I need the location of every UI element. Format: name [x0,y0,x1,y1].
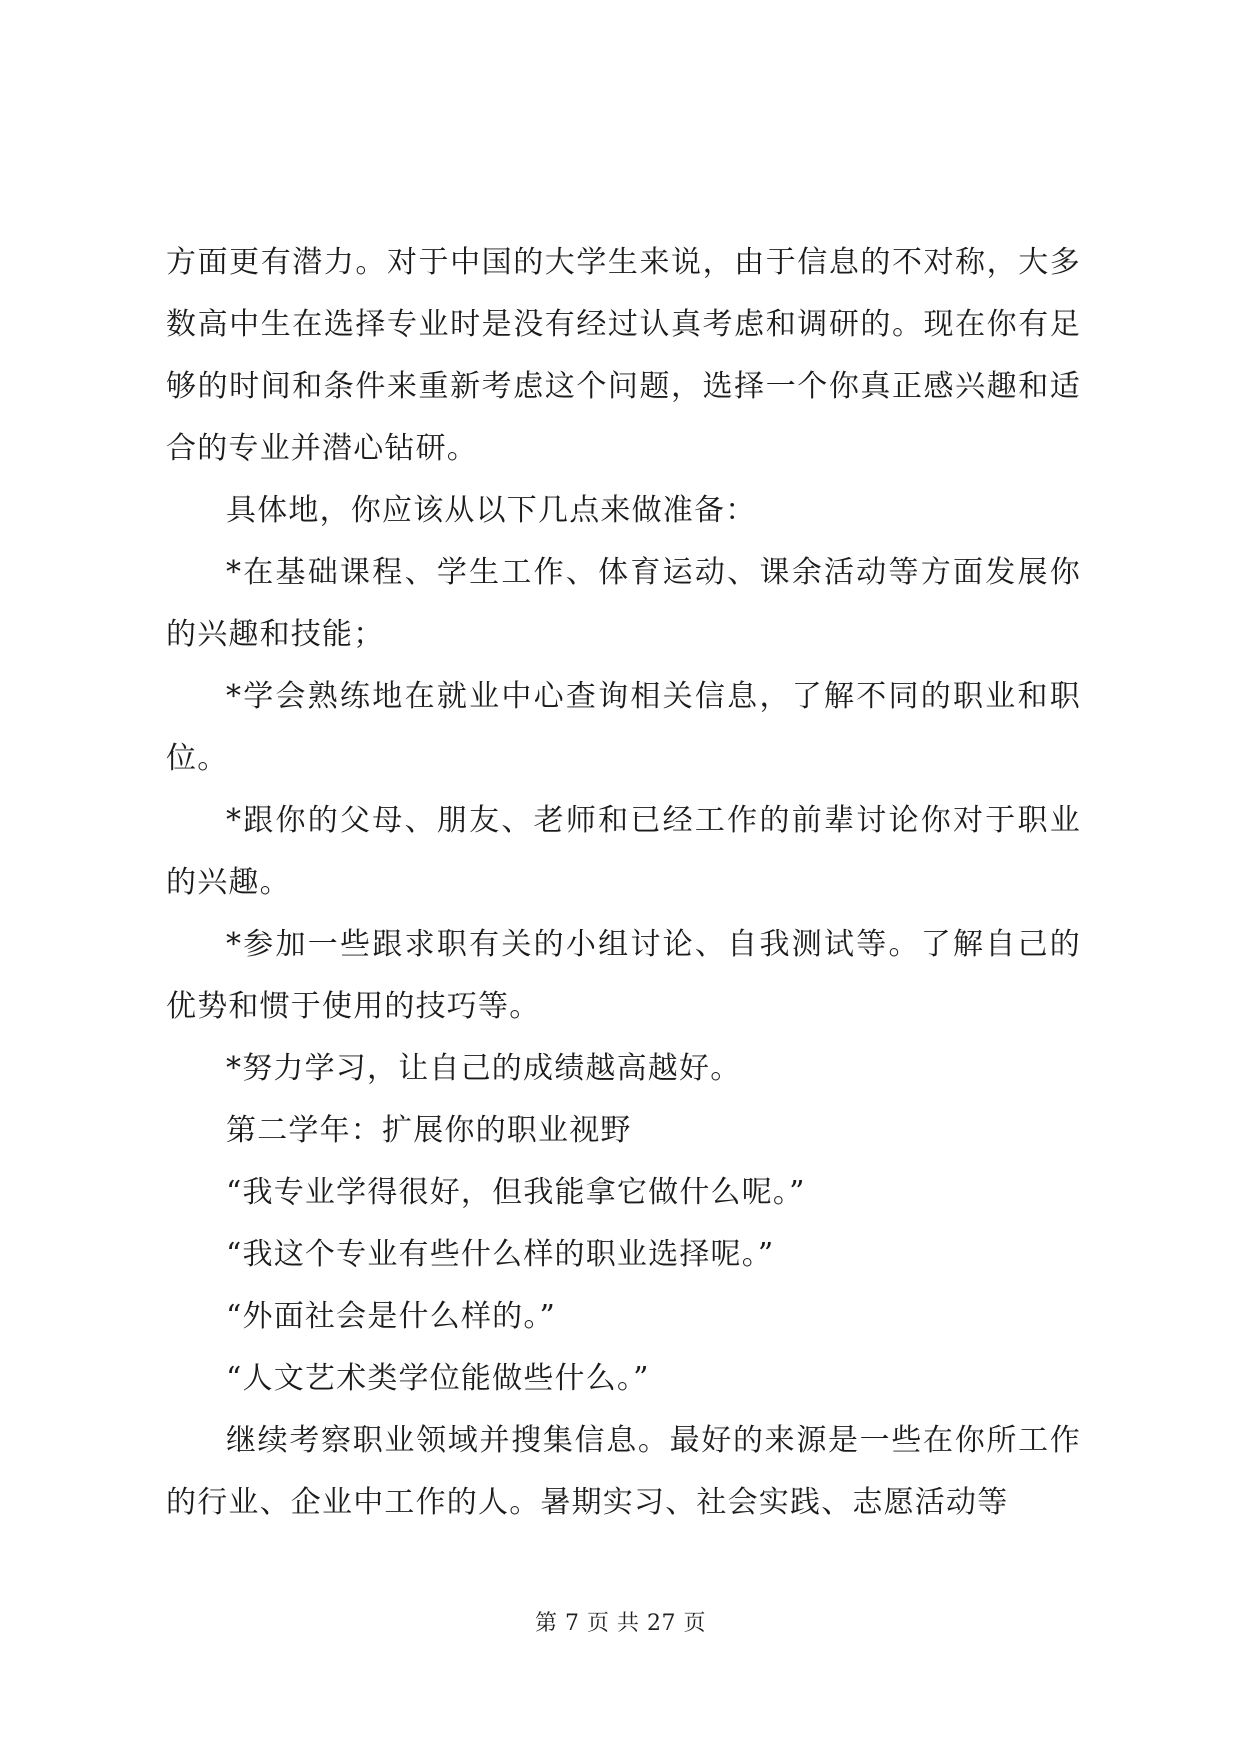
bullet-item: *在基础课程、学生工作、体育运动、课余活动等方面发展你的兴趣和技能； [166,555,1081,652]
bullet-item: *参加一些跟求职有关的小组讨论、自我测试等。了解自己的优势和惯于使用的技巧等。 [166,927,1081,1024]
paragraph-continuation: 方面更有潜力。对于中国的大学生来说，由于信息的不对称，大多数高中生在选择专业时是没有经过认真考虑和调研的。现在你有足够的时间和条件来重新考虑这个问题，选择一个你真正感兴趣和适合的专业并潜心钻研。 [166,245,1081,466]
quote-line: “外面社会是什么样的。” [226,1299,557,1334]
paragraph-body: 继续考察职业领域并搜集信息。最好的来源是一些在你所工作的行业、企业中工作的人。暑期实习、社会实践、志愿活动等 [166,1423,1081,1520]
bullet-item: *学会熟练地在就业中心查询相关信息，了解不同的职业和职位。 [166,679,1081,776]
bullet-item: *跟你的父母、朋友、老师和已经工作的前辈讨论你对于职业的兴趣。 [166,803,1081,900]
quote-line: “我这个专业有些什么样的职业选择呢。” [226,1237,775,1272]
paragraph-intro: 具体地，你应该从以下几点来做准备： [226,493,757,528]
section-heading: 第二学年：扩展你的职业视野 [226,1113,632,1148]
quote-line: “人文艺术类学位能做些什么。” [226,1361,650,1396]
bullet-item: *努力学习，让自己的成绩越高越好。 [226,1051,742,1086]
document-body [166,232,1081,1534]
page-number-footer: 第 7 页 共 27 页 [535,1611,706,1636]
quote-line: “我专业学得很好，但我能拿它做什么呢。” [226,1175,806,1210]
